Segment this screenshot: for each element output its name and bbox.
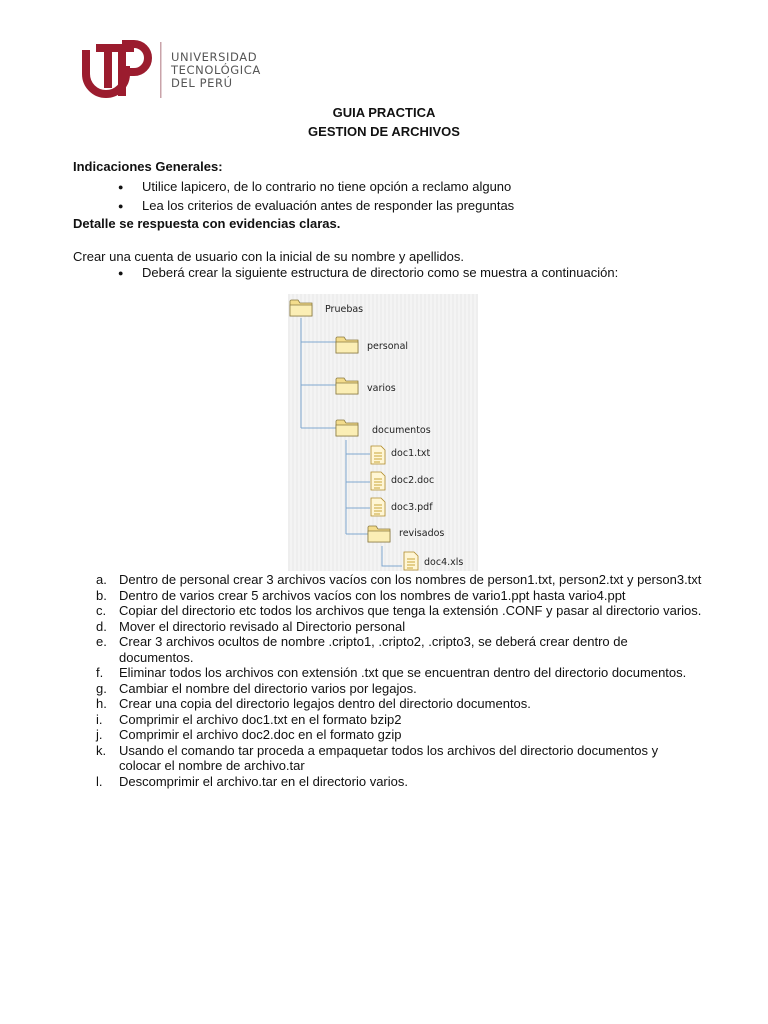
bullet-icon: ● — [118, 182, 124, 192]
list-item: k. Usando el comando tar proceda a empaquetar todos los archivos del directorio documentos y colocar el nombre de archivo.tar — [96, 742, 659, 773]
doc-subtitle: GESTION DE ARCHIVOS — [308, 124, 460, 139]
logo-wordmark — [171, 51, 261, 90]
indicacion-item: Lea los criterios de evaluación antes de responder las preguntas — [142, 198, 515, 213]
tree-doc3-label: doc3.pdf — [391, 502, 433, 513]
logo-line-2: TECNOLÓGICA — [171, 63, 261, 77]
tree-doc4-label: doc4.xls — [424, 557, 464, 568]
bullet-icon: ● — [118, 201, 124, 211]
list-item: c. Copiar del directorio etc todos los archivos que tenga la extensión .CONF y pasar al directorio varios. — [96, 603, 702, 618]
list-item: e. Crear 3 archivos ocultos de nombre .cripto1, .cripto2, .cripto3, se deberá crear dentro de documentos. — [96, 634, 628, 665]
directory-tree-figure — [288, 294, 478, 571]
tree-doc1-label: doc1.txt — [391, 448, 431, 459]
tree-root-label: Pruebas — [325, 304, 364, 315]
list-item: f. Eliminar todos los archivos con extensión .txt que se encuentran dentro del directorio documentos. — [96, 665, 687, 680]
tree-doc2-label: doc2.doc — [391, 475, 435, 486]
list-item: a. Dentro de personal crear 3 archivos vacíos con los nombres de person1.txt, person2.txt y person3.txt — [96, 572, 702, 587]
doc-title: GUIA PRACTICA — [332, 105, 436, 120]
list-item: i. Comprimir el archivo doc1.txt en el formato bzip2 — [96, 711, 402, 727]
tree-revisados-label: revisados — [399, 528, 445, 539]
tree-personal-label: personal — [367, 341, 409, 352]
task-list — [92, 572, 702, 789]
logo-line-3: DEL PERÚ — [171, 76, 233, 90]
tree-varios-label: varios — [367, 383, 396, 394]
intro-bullet: Deberá crear la siguiente estructura de directorio como se muestra a continuación: — [142, 265, 619, 280]
list-item: l. Descomprimir el archivo.tar en el directorio varios. — [96, 773, 408, 789]
indicacion-item: Utilice lapicero, de lo contrario no tiene opción a reclamo alguno — [142, 179, 512, 194]
indicaciones-heading: Indicaciones Generales: — [73, 159, 223, 174]
detalle-note: Detalle se respuesta con evidencias claras. — [73, 216, 341, 231]
list-item: b. Dentro de varios crear 5 archivos vacíos con los nombres de vario1.ppt hasta vario4.ppt — [96, 587, 626, 603]
tree-documentos-label: documentos — [372, 425, 431, 436]
intro-text: Crear una cuenta de usuario con la inicial de su nombre y apellidos. — [73, 249, 464, 264]
bullet-icon: ● — [118, 268, 124, 278]
list-item: h. Crear una copia del directorio legajos dentro del directorio documentos. — [96, 696, 531, 711]
logo-line-1: UNIVERSIDAD — [171, 50, 258, 64]
list-item: g. Cambiar el nombre del directorio varios por legajos. — [96, 680, 417, 696]
list-item: d. Mover el directorio revisado al Directorio personal — [96, 618, 406, 634]
list-item: j. Comprimir el archivo doc2.doc en el formato gzip — [96, 727, 402, 742]
